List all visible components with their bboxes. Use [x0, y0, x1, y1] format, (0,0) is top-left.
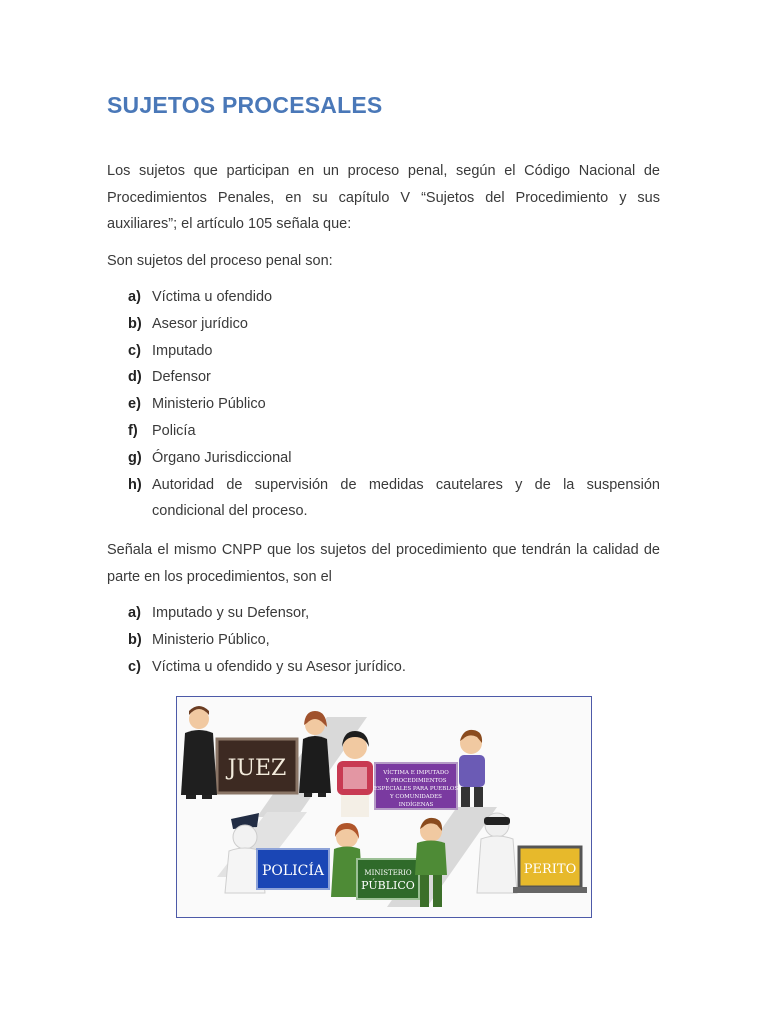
- list-item: [128, 364, 660, 391]
- shirt: [459, 755, 485, 787]
- accused-man-figure: [459, 730, 485, 807]
- subjects-list: [128, 284, 660, 525]
- shoe: [318, 793, 326, 797]
- shoe: [186, 795, 196, 799]
- list-marker: f): [128, 422, 138, 439]
- victima-line-1: VÍCTIMA E IMPUTADO: [383, 770, 449, 776]
- list-item: [128, 338, 660, 365]
- list-marker: a): [128, 605, 141, 621]
- list-marker: d): [128, 369, 142, 386]
- leg: [420, 875, 429, 907]
- list-item: [128, 627, 660, 654]
- perito-sign: [513, 847, 587, 893]
- visor: [484, 817, 510, 825]
- list-item-text: Ministerio Público,: [152, 631, 270, 648]
- judge-man-figure: [181, 706, 217, 799]
- head: [189, 709, 209, 729]
- list-item: [128, 418, 660, 445]
- suit: [415, 841, 447, 876]
- list-item: [128, 391, 660, 418]
- policia-sign: [257, 849, 329, 889]
- list-item-text: Órgano Jurisdiccional: [152, 449, 292, 466]
- victima-line-2: Y PROCEDIMIENTOS: [385, 778, 447, 784]
- robe: [181, 730, 217, 795]
- perito-label: PERITO: [523, 862, 577, 877]
- leg: [461, 787, 470, 807]
- skirt: [341, 795, 369, 817]
- indigenous-woman-figure: [337, 731, 373, 817]
- victima-line-3: ESPECIALES PARA PUEBLOS: [373, 786, 459, 792]
- victima-sign: [374, 763, 459, 809]
- list-marker: c): [128, 658, 141, 675]
- list-item-text: Autoridad de supervisión de medidas cautelares y de la suspensión condicional del proceso.: [152, 476, 660, 520]
- list-item-text: Asesor jurídico: [152, 315, 248, 332]
- laptop-base: [513, 887, 587, 893]
- list-marker: g): [128, 449, 142, 466]
- body: [477, 836, 517, 893]
- list-marker: c): [128, 342, 141, 359]
- list-item: [128, 654, 660, 681]
- ministerio-line-2: PÚBLICO: [361, 879, 415, 892]
- shoe: [304, 793, 312, 797]
- policia-label: POLICÍA: [261, 863, 325, 879]
- judge-woman-figure: [299, 711, 331, 797]
- list-item-text: Defensor: [152, 369, 211, 386]
- list-item-text: Imputado: [152, 342, 213, 359]
- intro-paragraph: Los sujetos que participan en un proceso penal, según el Código Nacional de Procedimientos Penales, en su capítulo V “Sujetos del Procedimiento y sus auxiliares”; el artículo 105 señala que:: [107, 163, 660, 232]
- ministerio-sign: [357, 859, 419, 899]
- page-title: SUJETOS PROCESALES: [107, 92, 383, 118]
- parties-intro-paragraph: Señala el mismo CNPP que los sujetos del procedimiento que tendrán la calidad de parte en los procedimientos, son el: [107, 542, 660, 585]
- juez-sign: [217, 739, 297, 793]
- victima-line-4: Y COMUNIDADES: [390, 794, 442, 800]
- list-marker: b): [128, 631, 142, 648]
- head: [233, 825, 257, 849]
- list-item-text: Imputado y su Defensor,: [152, 605, 310, 621]
- victima-line-5: INDÍGENAS: [398, 802, 434, 808]
- leg: [433, 875, 442, 907]
- parties-list: [128, 600, 660, 680]
- illustration-canvas: [177, 697, 591, 917]
- list-item-text: Ministerio Público: [152, 396, 266, 413]
- list-marker: b): [128, 315, 142, 332]
- procedural-subjects-illustration: [176, 696, 592, 918]
- embroidery: [343, 767, 367, 789]
- robe: [299, 736, 331, 793]
- list-item-text: Víctima u ofendido y su Asesor jurídico.: [152, 658, 406, 675]
- list-marker: h): [128, 476, 142, 493]
- shoe: [202, 795, 212, 799]
- list-item-text: Víctima u ofendido: [152, 289, 273, 305]
- list-marker: a): [128, 289, 141, 305]
- lead-paragraph: Son sujetos del proceso penal son:: [107, 253, 333, 269]
- list-item: [128, 472, 660, 526]
- list-item: [128, 311, 660, 338]
- list-item: [128, 445, 660, 472]
- list-item: [128, 284, 660, 311]
- list-marker: e): [128, 396, 141, 413]
- leg: [474, 787, 483, 807]
- list-item: [128, 600, 660, 627]
- ministerio-line-1: MINISTERIO: [364, 869, 412, 877]
- list-item-text: Policía: [152, 422, 196, 439]
- juez-label: JUEZ: [227, 756, 287, 781]
